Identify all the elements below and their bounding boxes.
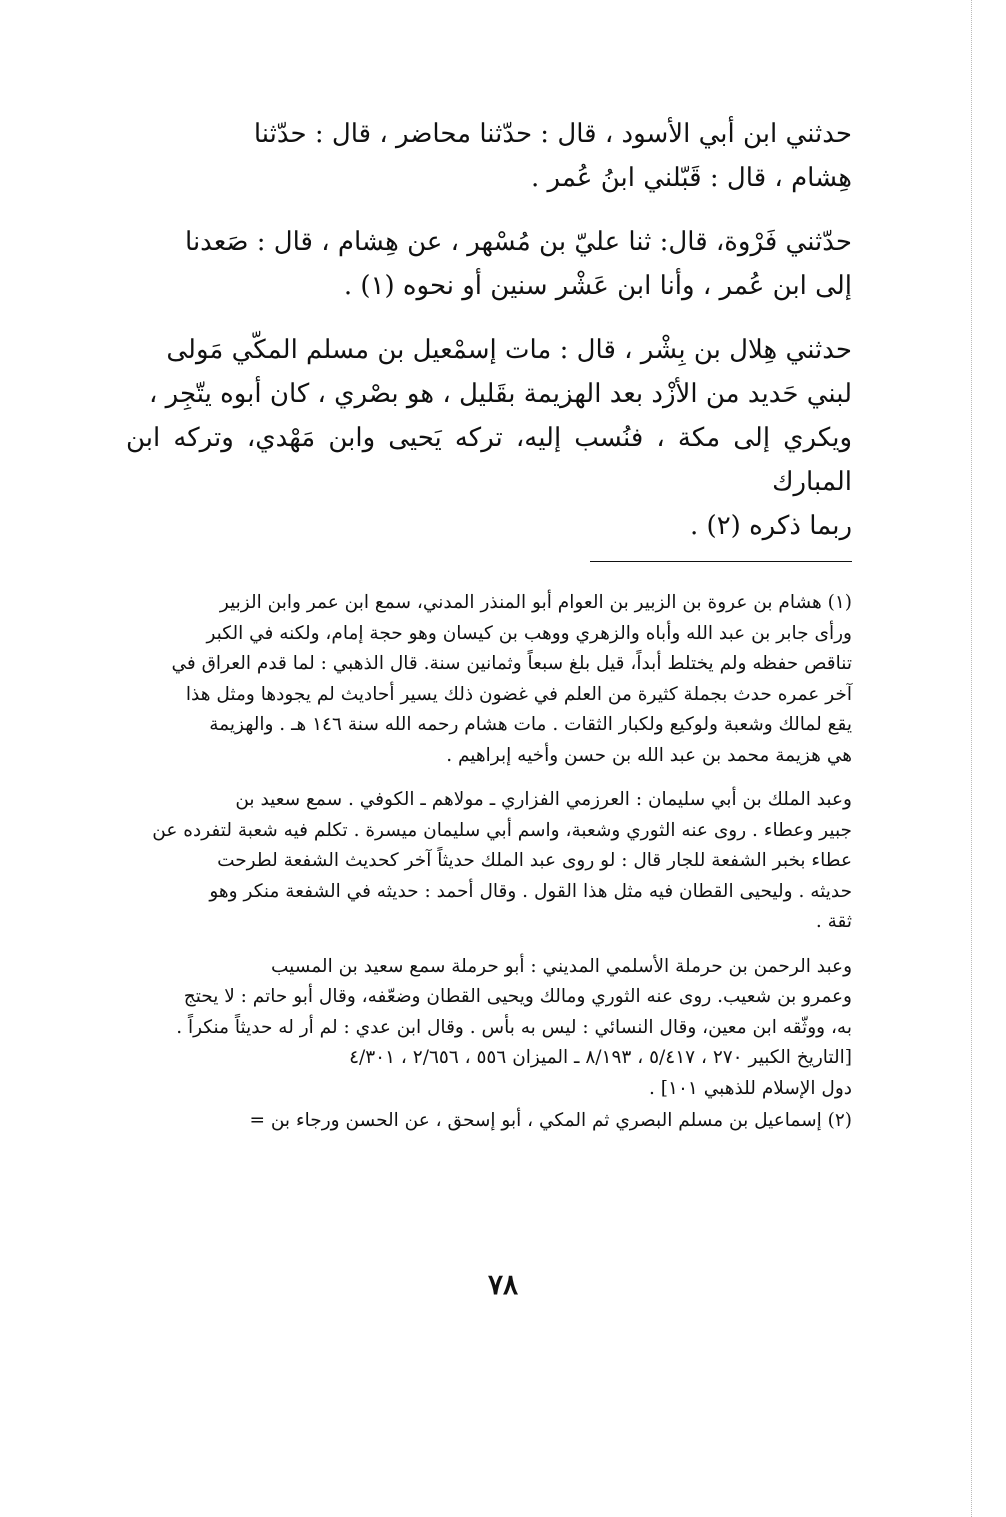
- text-line: لبني حَديد من الأزْد بعد الهزيمة بقَليل ، هو بصْري ، كان أبوه يتّجِر ،: [148, 379, 852, 409]
- footnote-line: حديثه . وليحيى القطان فيه مثل هذا القول . وقال أحمد : حديثه في الشفعة منكر وهو: [209, 880, 852, 902]
- main-paragraph: [126, 112, 852, 200]
- footnote: [126, 588, 852, 771]
- footnote-line: ورأى جابر بن عبد الله وأباه والزهري ووهب بن كيسان وهو حجة إمام، ولكنه في الكبر: [206, 622, 852, 644]
- footnote-line: وعبد الملك بن أبي سليمان : العرزمي الفزاري ـ مولاهم ـ الكوفي . سمع سعيد بن: [235, 789, 852, 810]
- text-line: إلى ابن عُمر ، وأنا ابن عَشْر سنين أو نحوه (١) .: [343, 271, 852, 301]
- footnote-line: هي هزيمة محمد بن عبد الله بن حسن وأخيه إبراهيم .: [446, 744, 852, 766]
- text-line: حدّثني فَرْوة، قال: ثنا عليّ بن مُسْهر ، عن هِشام ، قال : صَعدنا: [185, 227, 852, 257]
- main-text: [126, 112, 852, 568]
- footnote-line: آخر عمره حدث بجملة كثيرة من العلم في غضون ذلك يسير أحاديث لم يجودها ومثل هذا: [185, 683, 852, 705]
- page-number: ٧٨: [487, 1268, 519, 1301]
- footnote-line: وعمرو بن شعيب. روى عنه الثوري ومالك ويحيى القطان وضعّفه، وقال أبو حاتم : لا يحتج: [183, 986, 852, 1007]
- text-line: حدثني هِلال بن بِشْر ، قال : مات إسمْعيل بن مسلم المكّي مَولى: [166, 335, 852, 365]
- text-line: ربما ذكره (٢) .: [690, 511, 852, 541]
- footnote: [126, 952, 852, 1105]
- footnote: [126, 785, 852, 938]
- text-line: ويكري إلى مكة ، فنُسب إليه، تركه يَحيى وابن مَهْدي، وتركه ابن المبارك: [126, 423, 852, 497]
- footnotes: [126, 588, 852, 1151]
- text-line: هِشام ، قال : قَبّلني ابنُ عُمر .: [531, 163, 852, 193]
- footnote-line: ثقة .: [815, 911, 852, 932]
- main-paragraph: [126, 220, 852, 308]
- footnote-line: (٢) إسماعيل بن مسلم البصري ثم المكي ، أبو إسحق ، عن الحسن ورجاء بن =: [249, 1110, 852, 1131]
- footnote-line: به، ووثّقه ابن معين، وقال النسائي : ليس به بأس . وقال ابن عدي : لم أر له حديثاً منكراً .: [176, 1016, 852, 1038]
- main-paragraph: [126, 328, 852, 548]
- footnote-line: وعبد الرحمن بن حرملة الأسلمي المديني : أبو حرملة سمع سعيد بن المسيب: [270, 955, 852, 977]
- footnote-line: دول الإسلام للذهبي ١٠١] .: [649, 1077, 852, 1099]
- footnote-separator: [590, 561, 852, 562]
- page-edge-line: [971, 0, 972, 1517]
- footnote-line: جبير وعطاء . روى عنه الثوري وشعبة، واسم أبي سليمان ميسرة . تكلم فيه شعبة لتفرده عن: [152, 819, 852, 841]
- footnote-line: (١) هشام بن عروة بن الزبير بن العوام أبو المنذر المدني، سمع ابن عمر وابن الزبير: [219, 592, 852, 613]
- footnote: [126, 1106, 852, 1137]
- footnote-line: [التاريخ الكبير ٢٧٠ ، ٥/٤١٧ ، ٨/١٩٣ ـ الميزان ٥٥٦ ، ٢/٦٥٦ ، ٤/٣٠١: [349, 1047, 852, 1068]
- text-line: حدثني ابن أبي الأسود ، قال : حدّثنا محاضر ، قال : حدّثنا: [253, 119, 852, 149]
- footnote-line: عطاء بخبر الشفعة للجار قال : لو روى عبد الملك حديثاً آخر كحديث الشفعة لطرحت: [217, 850, 852, 871]
- footnote-line: يقع لمالك وشعبة ولوكيع ولكبار الثقات . مات هشام رحمه الله سنة ١٤٦ هـ . والهزيمة: [209, 714, 852, 735]
- footnote-line: تناقص حفظه ولم يختلط أبداً، قيل بلغ سبعاً وثمانين سنة. قال الذهبي : لما قدم العراق في: [171, 653, 852, 674]
